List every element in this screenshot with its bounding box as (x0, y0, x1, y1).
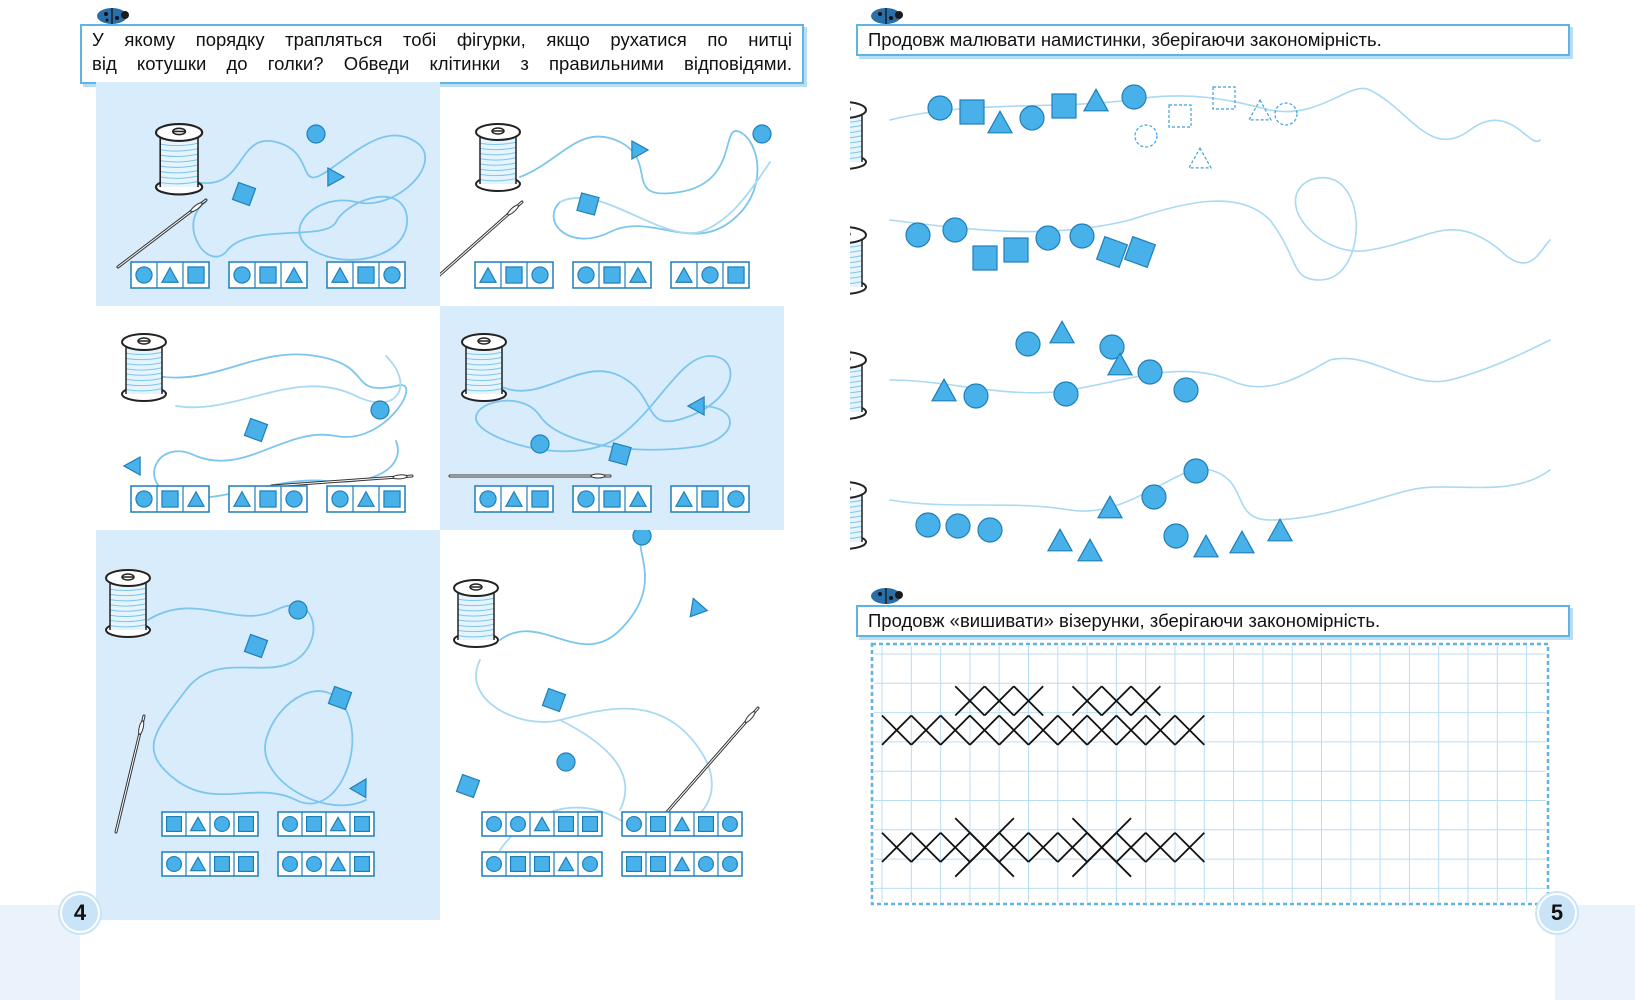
triangle-shape (1230, 531, 1254, 553)
answer-option[interactable] (229, 486, 307, 512)
circle-shape (480, 491, 496, 507)
right-instruction-2-text: Продовж «вишивати» візерунки, зберігаючи закономірність. (868, 610, 1381, 631)
thread-line (176, 356, 400, 407)
thread-line (890, 340, 1550, 393)
square-shape (244, 418, 267, 441)
circle-shape (283, 857, 298, 872)
spool-icon (462, 334, 506, 401)
square-shape (456, 774, 479, 797)
square-shape (355, 817, 370, 832)
circle-shape-dashed (1275, 103, 1297, 125)
spool-icon (850, 352, 866, 419)
square-shape (651, 817, 666, 832)
puzzle-drawing (96, 306, 440, 530)
thread-line (500, 540, 645, 644)
answer-option[interactable] (229, 262, 307, 288)
spool-icon (850, 102, 866, 169)
thread-puzzle-1 (96, 82, 440, 306)
circle-shape (583, 857, 598, 872)
circle-shape (532, 267, 548, 283)
circle-shape (1142, 485, 1166, 509)
triangle-shape (124, 457, 140, 475)
square-shape (239, 817, 254, 832)
answer-option[interactable] (671, 486, 749, 512)
circle-shape (578, 267, 594, 283)
answer-option[interactable] (573, 262, 651, 288)
circle-shape (906, 223, 930, 247)
square-shape (651, 857, 666, 872)
circle-shape (1174, 378, 1198, 402)
spool-icon (156, 124, 202, 194)
square-shape (358, 267, 374, 283)
square-shape (542, 688, 565, 711)
answer-option[interactable] (278, 852, 374, 876)
circle-shape (916, 513, 940, 537)
circle-shape (289, 601, 307, 619)
needle-icon (450, 474, 610, 478)
circle-shape (511, 817, 526, 832)
square-shape (535, 857, 550, 872)
answer-option[interactable] (162, 812, 258, 836)
thread-puzzle-4 (440, 306, 784, 530)
triangle-shape (988, 111, 1012, 133)
needle-icon (116, 716, 145, 832)
answer-option[interactable] (327, 486, 405, 512)
circle-shape (1070, 224, 1094, 248)
square-shape (559, 817, 574, 832)
answer-option[interactable] (131, 262, 209, 288)
answer-option[interactable] (131, 486, 209, 512)
square-shape (583, 817, 598, 832)
needle-icon (660, 708, 758, 820)
spool-icon (122, 334, 166, 401)
square-shape (973, 246, 997, 270)
circle-shape (307, 857, 322, 872)
right-instruction-1 (856, 24, 1570, 56)
spool-icon (850, 482, 866, 549)
triangle-shape (1078, 539, 1102, 561)
thread-line (193, 135, 425, 259)
square-shape (260, 491, 276, 507)
square-shape (604, 267, 620, 283)
triangle-shape (1084, 89, 1108, 111)
bead-rows-area (850, 60, 1570, 580)
square-shape (609, 443, 631, 465)
circle-shape (332, 491, 348, 507)
triangle-shape (350, 774, 374, 797)
spool-icon (476, 124, 520, 191)
square-shape (1125, 237, 1156, 268)
circle-shape (1016, 332, 1040, 356)
circle-shape (964, 384, 988, 408)
circle-shape (702, 267, 718, 283)
triangle-shape-dashed (1189, 148, 1211, 168)
square-shape (532, 491, 548, 507)
thread-line (890, 469, 1550, 520)
needle-icon (272, 474, 412, 486)
square-shape (506, 267, 522, 283)
circle-shape (943, 218, 967, 242)
square-shape (260, 267, 276, 283)
circle-shape (136, 491, 152, 507)
thread-puzzle-2 (440, 82, 784, 306)
thread-puzzle-6 (440, 530, 784, 920)
circle-shape (384, 267, 400, 283)
page-number-right: 5 (1537, 893, 1577, 933)
left-instruction-line2: від котушки до голки? Обведи клітинки з правильними відповідями. (92, 53, 792, 74)
left-instruction-box (80, 24, 804, 84)
square-shape (307, 817, 322, 832)
answer-option[interactable] (278, 812, 374, 836)
circle-shape (1164, 524, 1188, 548)
square-shape (1052, 94, 1076, 118)
circle-shape (557, 753, 575, 771)
triangle-shape (632, 141, 648, 159)
triangle-shape (1098, 496, 1122, 518)
answer-option[interactable] (482, 852, 602, 876)
thread-line (154, 354, 406, 498)
square-shape-dashed (1169, 105, 1191, 127)
square-shape (1097, 237, 1128, 268)
circle-shape (215, 817, 230, 832)
circle-shape (487, 857, 502, 872)
circle-shape (1054, 382, 1078, 406)
puzzle-drawing (96, 82, 440, 306)
circle-shape (1036, 226, 1060, 250)
circle-shape (1184, 459, 1208, 483)
square-shape (699, 817, 714, 832)
circle-shape (234, 267, 250, 283)
square-shape (960, 100, 984, 124)
square-shape (215, 857, 230, 872)
circle-shape (699, 857, 714, 872)
square-shape (577, 193, 599, 215)
circle-shape (928, 96, 952, 120)
puzzle-drawing (440, 306, 784, 530)
circle-shape (371, 401, 389, 419)
square-shape (604, 491, 620, 507)
answer-option[interactable] (622, 812, 742, 836)
puzzle-drawing (440, 530, 784, 920)
square-shape (627, 857, 642, 872)
triangle-shape (688, 397, 704, 415)
circle-shape-dashed (1135, 125, 1157, 147)
square-shape (239, 857, 254, 872)
circle-shape (531, 435, 549, 453)
answer-option[interactable] (475, 486, 553, 512)
circle-shape (136, 267, 152, 283)
puzzle-drawing (96, 530, 440, 920)
right-instruction-2 (856, 605, 1570, 637)
triangle-shape (1268, 519, 1292, 541)
answer-option[interactable] (482, 812, 602, 836)
right-instruction-1-text: Продовж малювати намистинки, зберігаючи закономірність. (868, 29, 1382, 50)
circle-shape (578, 491, 594, 507)
square-shape (244, 634, 267, 657)
triangle-shape (1194, 535, 1218, 557)
circle-shape (487, 817, 502, 832)
circle-shape (167, 857, 182, 872)
spool-icon (850, 227, 866, 294)
answer-option[interactable] (475, 262, 553, 288)
spool-icon (106, 570, 150, 637)
square-shape (702, 491, 718, 507)
puzzle-drawing (440, 82, 784, 306)
square-shape (384, 491, 400, 507)
circle-shape (286, 491, 302, 507)
circle-shape (283, 817, 298, 832)
triangle-shape (685, 595, 707, 616)
triangle-shape (328, 168, 344, 186)
thread-puzzle-5 (96, 530, 440, 920)
spool-icon (454, 580, 498, 647)
needle-icon (118, 200, 206, 267)
circle-shape (723, 857, 738, 872)
square-shape (167, 817, 182, 832)
square-shape (328, 686, 351, 709)
square-shape (1004, 238, 1028, 262)
circle-shape (1020, 106, 1044, 130)
thread-puzzle-3 (96, 306, 440, 530)
embroidery-grid (870, 642, 1550, 906)
square-shape (162, 491, 178, 507)
answer-option[interactable] (327, 262, 405, 288)
square-shape (232, 182, 255, 205)
answer-option[interactable] (162, 852, 258, 876)
square-shape (355, 857, 370, 872)
circle-shape (728, 491, 744, 507)
square-shape (188, 267, 204, 283)
circle-shape (633, 530, 651, 545)
circle-shape (753, 125, 771, 143)
triangle-shape (1050, 321, 1074, 343)
triangle-shape (1048, 529, 1072, 551)
bead-rows-svg (850, 60, 1570, 580)
thread-line (890, 88, 1540, 141)
circle-shape (946, 514, 970, 538)
circle-shape (627, 817, 642, 832)
circle-shape (1138, 360, 1162, 384)
answer-option[interactable] (622, 852, 742, 876)
square-shape (511, 857, 526, 872)
left-instruction-line1: У якому порядку трапляться тобі фігурки, якщо рухатися по нитці (92, 29, 792, 50)
circle-shape (1122, 85, 1146, 109)
circle-shape (978, 518, 1002, 542)
circle-shape (307, 125, 325, 143)
page-number-left: 4 (60, 893, 100, 933)
answer-option[interactable] (671, 262, 749, 288)
answer-option[interactable] (573, 486, 651, 512)
square-shape (728, 267, 744, 283)
circle-shape (723, 817, 738, 832)
